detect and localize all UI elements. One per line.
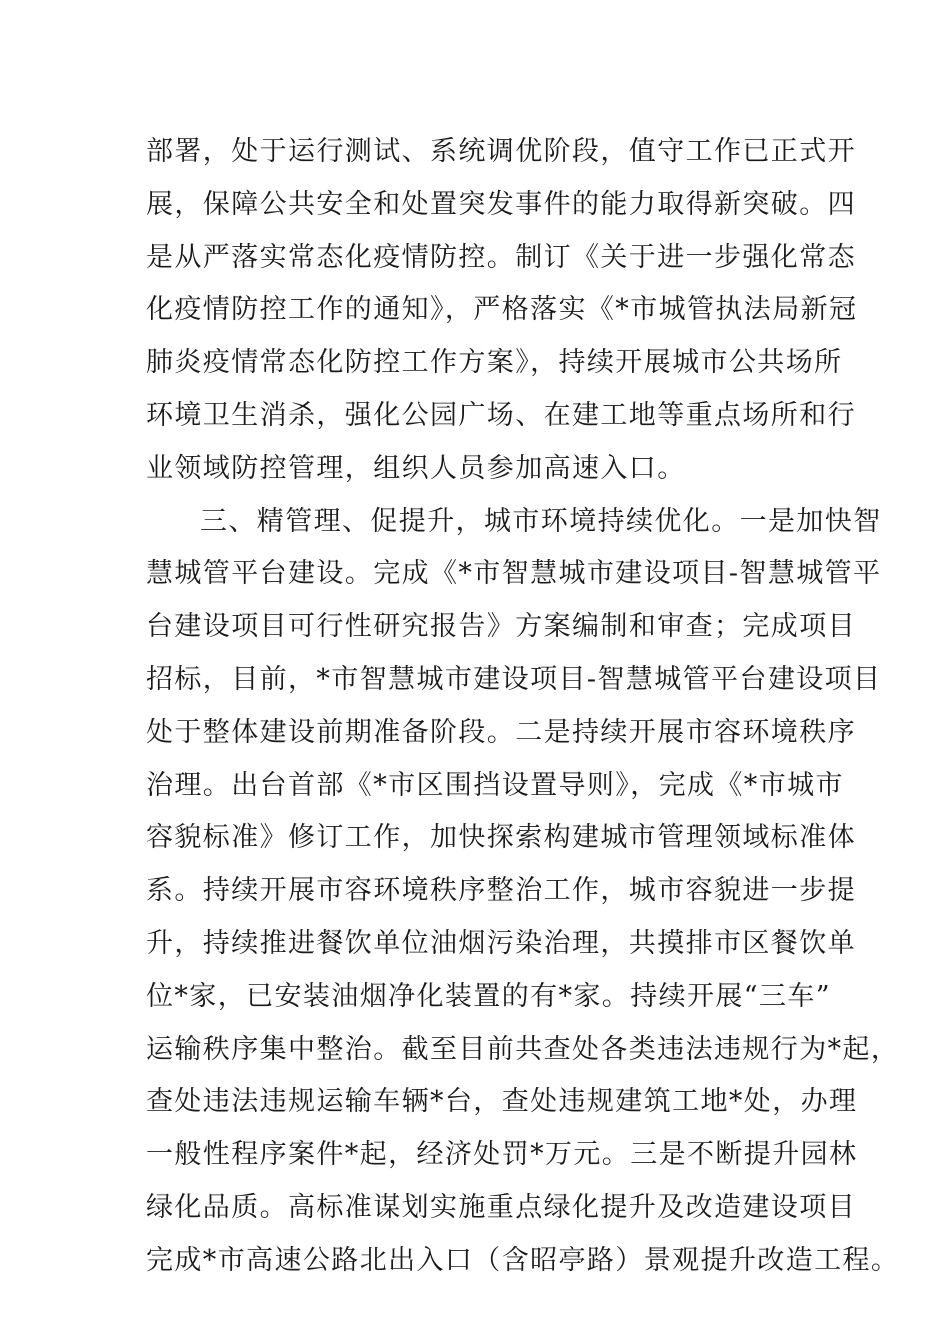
text-line: 升，持续推进餐饮单位油烟污染治理，共摸排市区餐饮单 xyxy=(146,927,856,959)
text-line: 业领域防控管理，组织人员参加高速入口。 xyxy=(146,452,686,484)
text-line: 台建设项目可行性研究报告》方案编制和审查；完成项目 xyxy=(146,611,856,643)
text-line: 是从严落实常态化疫情防控。制订《关于进一步强化常态 xyxy=(146,241,856,273)
text-line: 处于整体建设前期准备阶段。二是持续开展市容环境秩序 xyxy=(146,716,856,748)
text-line: 展，保障公共安全和处置突发事件的能力取得新突破。四 xyxy=(146,188,856,220)
text-line: 化疫情防控工作的通知》，严格落实《*市城管执法局新冠 xyxy=(146,294,858,326)
text-line: 容貌标准》修订工作，加快探索构建城市管理领域标准体 xyxy=(146,822,856,854)
text-line: 慧城管平台建设。完成《*市智慧城市建设项目-智慧城管平 xyxy=(146,558,882,590)
body-text xyxy=(146,126,900,1288)
text-line: 系。持续开展市容环境秩序整治工作，城市容貌进一步提 xyxy=(146,875,856,907)
text-line: 绿化品质。高标准谋划实施重点绿化提升及改造建设项目 xyxy=(146,1191,856,1223)
text-line: 治理。出台首部《*市区围挡设置导则》，完成《*市城市 xyxy=(146,769,844,801)
text-line: 运输秩序集中整治。截至目前共查处各类违法违规行为*起， xyxy=(146,1033,900,1065)
text-line: 环境卫生消杀，强化公园广场、在建工地等重点场所和行 xyxy=(146,399,856,431)
text-line: 查处违法违规运输车辆*台，查处违规建筑工地*处，办理 xyxy=(146,1086,858,1118)
text-line: 部署，处于运行测试、系统调优阶段，值守工作已正式开 xyxy=(146,136,856,167)
text-line: 招标，目前，*市智慧城市建设项目-智慧城管平台建设项目 xyxy=(146,663,882,695)
text-line: 一般性程序案件*起，经济处罚*万元。三是不断提升园林 xyxy=(146,1139,858,1171)
paragraph-start-line: 三、精管理、促提升，城市环境持续优化。一是加快智 xyxy=(200,505,882,537)
text-line: 完成*市高速公路北出入口（含昭亭路）景观提升改造工程。 xyxy=(146,1244,900,1276)
text-line: 肺炎疫情常态化防控工作方案》，持续开展城市公共场所 xyxy=(146,347,843,379)
text-line: 位*家，已安装油烟净化装置的有*家。持续开展“三车” xyxy=(146,980,832,1012)
